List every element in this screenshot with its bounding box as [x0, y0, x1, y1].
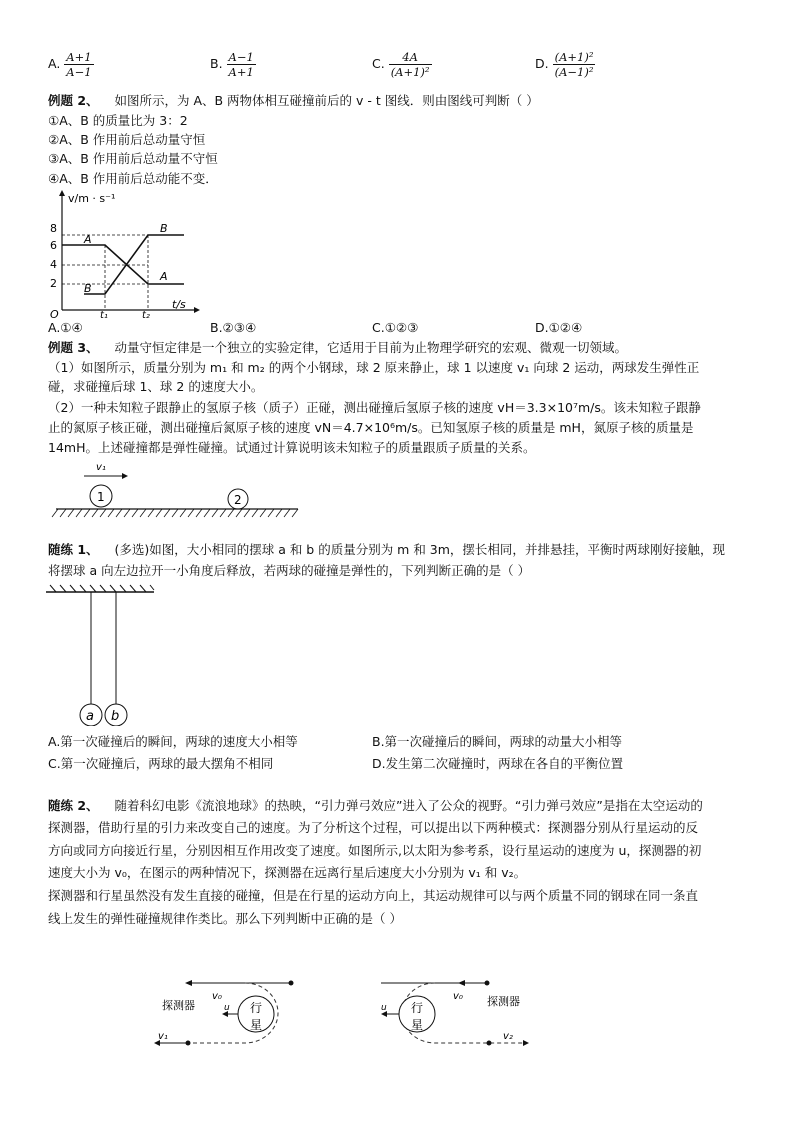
pr2-line2: 探测器，借助行星的引力来改变自己的速度。为了分析这个过程，可以提出以下两种模式：探测器分别从行星运动的反: [48, 820, 699, 835]
ex1-option-b: B. $\frac{A-1}{A+1}$: [210, 50, 254, 79]
pr2-line5: 探测器和行星虽然没有发生直接的碰撞，但是在行星的运动方向上，其运动规律可以与两个质量不同的钢球在同一条直: [48, 888, 699, 903]
ex2-statement-3: ③A、B 作用前后总动量不守恒: [48, 151, 218, 166]
graph-xlabel: t/s: [172, 298, 186, 311]
pr1-option-b: B.第一次碰撞后的瞬间，两球的动量大小相等: [372, 734, 623, 749]
pr1-option-d: D.发生第二次碰撞时，两球在各自的平衡位置: [372, 756, 624, 771]
graph-origin: O: [50, 308, 59, 320]
ex2-statement-2: ②A、B 作用前后总动量守恒: [48, 132, 206, 147]
graph-ytick-2: 2: [50, 277, 57, 290]
graph-line-b: [84, 235, 184, 294]
svg-text:星: 星: [250, 1018, 263, 1032]
pr2-line1: 随练 2、 随着科幻电影《流浪地球》的热映，“引力弹弓效应”进入了公众的视野。“引力弹弓效应”是指在太空运动的: [48, 798, 703, 813]
graph-ylabel: v/m · s⁻¹: [68, 192, 116, 205]
ex3-heading: 例题 3、: [48, 340, 99, 355]
pr2-figure-1: [150, 975, 300, 1055]
ex2-vt-graph: [44, 188, 204, 320]
pr2-figure-2: [375, 975, 535, 1055]
ex2-option-a: A.①④: [48, 320, 83, 335]
svg-text:u: u: [381, 1003, 387, 1013]
ex2-statement-4: ④A、B 作用前后总动能不变．: [48, 171, 218, 186]
pr2-line6: 线上发生的弹性碰撞规律作类比。那么下列判断中正确的是（ ）: [48, 911, 402, 926]
svg-text:A: A: [160, 270, 168, 283]
ex2-stem: 例题 2、 如图所示，为 A、B 两物体相互碰撞前后的 v - t 图线．则由图线可判断（ ）: [48, 93, 539, 108]
svg-text:u: u: [224, 1003, 230, 1013]
ceiling-hatch: [50, 585, 154, 592]
pr2-line3: 方向或同方向接近行星，分别因相互作用改变了速度。如图所示,以太阳为参考系，设行星运动的速度为 u，探测器的初: [48, 843, 702, 858]
ex3-intro: 例题 3、 动量守恒定律是一个独立的实验定律，它适用于目前为止物理学研究的宏观、微观一切领域。: [48, 340, 627, 355]
graph-t2: t₂: [142, 310, 150, 320]
graph-ytick-6: 6: [50, 239, 57, 252]
ex2-heading: 例题 2、: [48, 93, 99, 108]
graph-ytick-8: 8: [50, 222, 57, 235]
pr1-option-a: A.第一次碰撞后的瞬间，两球的速度大小相等: [48, 734, 298, 749]
svg-text:v₀: v₀: [453, 991, 463, 1002]
svg-text:2: 2: [234, 493, 242, 507]
ex2-option-d: D.①②④: [535, 320, 583, 335]
pr1-heading: 随练 1、: [48, 542, 99, 557]
svg-text:1: 1: [97, 490, 105, 504]
svg-text:行: 行: [411, 1001, 424, 1015]
graph-t1: t₁: [100, 310, 108, 320]
svg-text:v₁: v₁: [158, 1031, 168, 1042]
svg-text:B: B: [160, 222, 168, 235]
svg-text:b: b: [111, 709, 120, 724]
svg-text:B: B: [84, 282, 92, 295]
svg-text:v₀: v₀: [212, 991, 222, 1002]
ex2-statement-1: ①A、B 的质量比为 3：2: [48, 113, 188, 128]
svg-text:行: 行: [250, 1001, 263, 1015]
pr1-option-c: C.第一次碰撞后，两球的最大摆角不相同: [48, 756, 274, 771]
pr1-line2: 将摆球 a 向左边拉开一小角度后释放，若两球的碰撞是弹性的，下列判断正确的是（ ）: [48, 563, 531, 578]
ex2-option-b: B.②③④: [210, 320, 257, 335]
svg-text:探测器: 探测器: [162, 999, 195, 1012]
graph-ytick-4: 4: [50, 258, 57, 271]
ex3-part2-line3: 14mH。上述碰撞都是弹性碰撞。试通过计算说明该未知粒子的质量跟质子质量的关系。: [48, 440, 536, 455]
ex1-option-c: C. $\frac{4A}{\text{(A+1)²}}$: [372, 50, 430, 79]
pr1-line1: 随练 1、 (多选)如图，大小相同的摆球 a 和 b 的质量分别为 m 和 3m，摆长相同，并排悬挂，平衡时两球刚好接触，现: [48, 542, 725, 557]
svg-text:星: 星: [411, 1018, 424, 1032]
ex3-part1-line2: 碰，求碰撞后球 1、球 2 的速度大小。: [48, 379, 264, 394]
ex3-part2-line2: 止的氮原子核正碰，测出碰撞后氮原子核的速度 vN＝4.7×10⁶m/s。已知氢原子核的质量是 mH，氮原子核的质量是: [48, 420, 694, 435]
svg-text:探测器: 探测器: [487, 995, 520, 1008]
pr2-heading: 随练 2、: [48, 798, 99, 813]
svg-text:v₂: v₂: [503, 1031, 513, 1042]
ex3-balls-figure: [50, 458, 306, 524]
ex3-part1-line1: （1）如图所示，质量分别为 m₁ 和 m₂ 的两个小钢球，球 2 原来静止，球 1 以速度 v₁ 向球 2 运动，两球发生弹性正: [48, 360, 700, 375]
ex1-option-a: A. $\frac{A+1}{A-1}$: [48, 50, 92, 79]
ex1-option-d: D. $\frac{\text{(A+1)²}}{\text{(A−1)²}}$: [535, 50, 594, 79]
svg-text:A: A: [84, 233, 92, 246]
svg-text:a: a: [86, 709, 94, 724]
svg-text:v₁: v₁: [96, 462, 106, 473]
pr1-pendulum-figure: [46, 584, 158, 726]
ground-hatch: [52, 509, 298, 517]
ex3-part2-line1: （2）一种未知粒子跟静止的氢原子核（质子）正碰，测出碰撞后氢原子核的速度 vH＝3.3×10⁷m/s。该未知粒子跟静: [48, 400, 701, 415]
pr2-line4: 速度大小为 v₀，在图示的两种情况下，探测器在远离行星后速度大小分别为 v₁ 和 v₂。: [48, 865, 527, 880]
ex2-option-c: C.①②③: [372, 320, 419, 335]
